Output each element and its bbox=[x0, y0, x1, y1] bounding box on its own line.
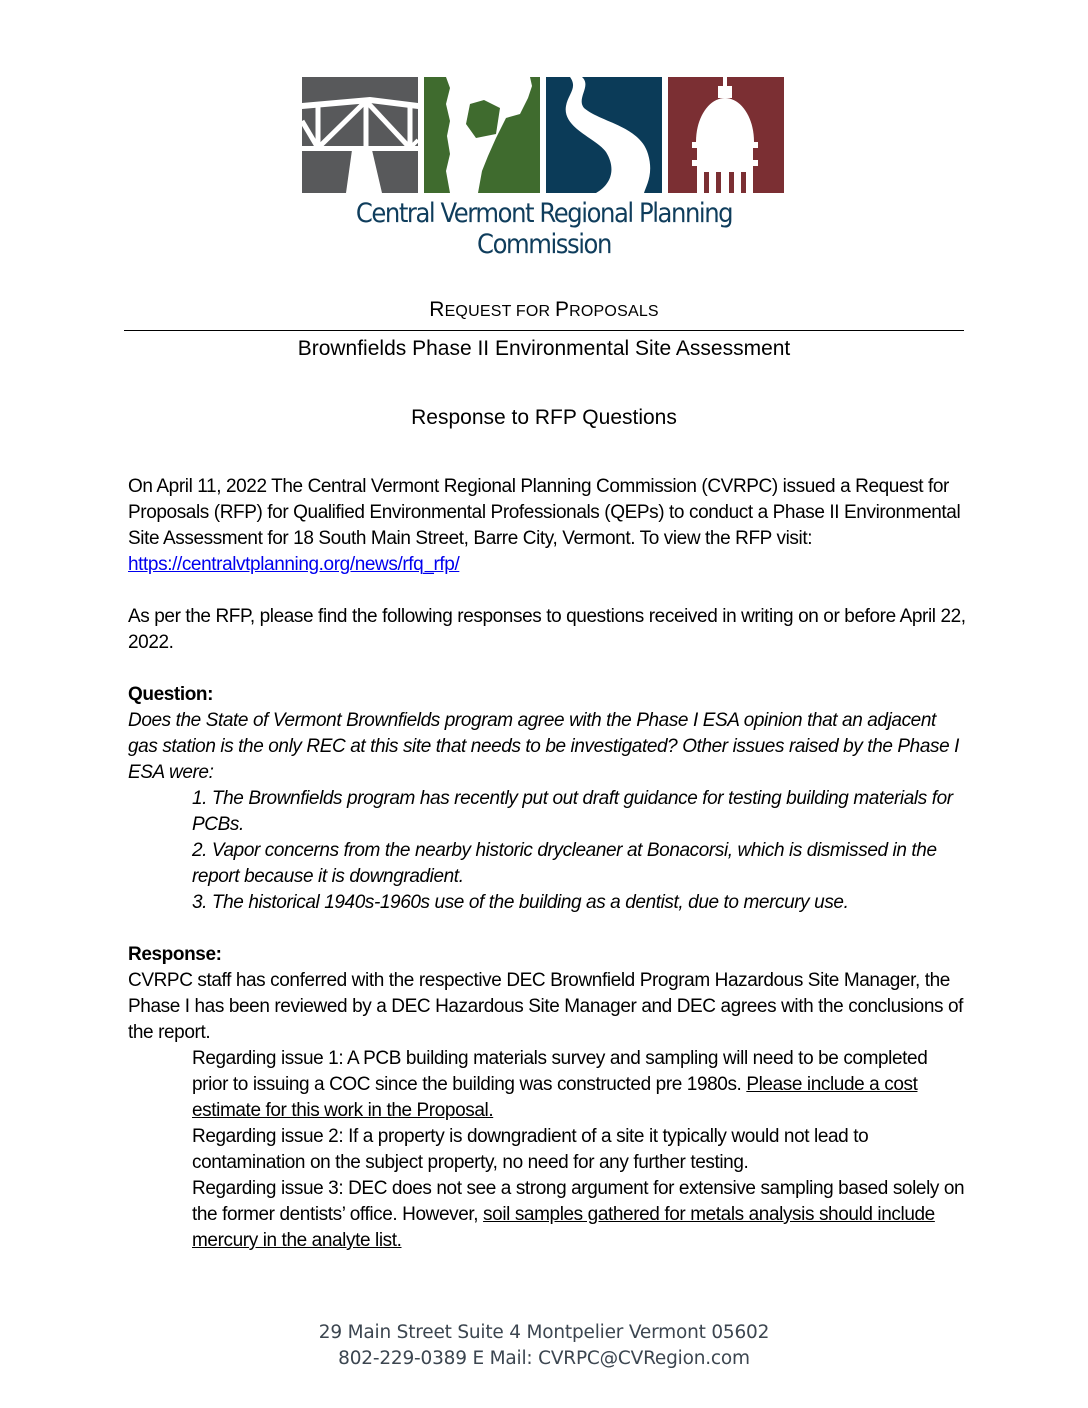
question-item-3: 3. The historical 1940s-1960s use of the building as a dentist, due to mercury use. bbox=[192, 892, 849, 913]
issue-3-text: Regarding issue 3: DEC does not see a strong argument for extensive sampling based solely on the former dentists’ office. However, bbox=[192, 1178, 965, 1225]
response-text: CVRPC staff has conferred with the respective DEC Brownfield Program Hazardous Site Manager, the Phase I has been reviewed by a DEC Hazardous Site Manager and DEC agrees with the conclusions of the report. bbox=[128, 970, 964, 1043]
section-title: Response to RFP Questions bbox=[411, 406, 677, 429]
logo-graphic bbox=[300, 76, 788, 196]
capitol-dome-icon bbox=[668, 77, 784, 193]
cvrpc-logo bbox=[300, 76, 788, 196]
organization-name: Central Vermont Regional Planning Commission bbox=[355, 198, 733, 260]
footer-address: 29 Main Street Suite 4 Montpelier Vermont 05602 bbox=[318, 1322, 770, 1343]
question-section bbox=[128, 682, 968, 916]
question-text: Does the State of Vermont Brownfields program agree with the Phase I ESA opinion that an adjacent gas station is the only REC at this site that needs to be investigated? Other issues raised by the Phase I ESA were: bbox=[128, 710, 960, 783]
response-issue-2: Regarding issue 2: If a property is downgradient of a site it typically would not lead to contamination on the subject property, no need for any further testing. bbox=[192, 1126, 869, 1173]
title-smallcaps-1: EQUEST FOR bbox=[444, 303, 555, 320]
title-divider bbox=[124, 330, 964, 331]
response-issue-1 bbox=[128, 1046, 968, 1124]
response-issue-3 bbox=[128, 1176, 968, 1254]
preface-paragraph: As per the RFP, please find the following responses to questions received in writing on or before April 22, 2022. bbox=[128, 606, 966, 653]
bridge-icon bbox=[302, 77, 418, 193]
question-label: Question: bbox=[128, 684, 214, 705]
footer-contact: 802-229-0389 E Mail: CVRPC@CVRegion.com bbox=[338, 1348, 750, 1369]
intro-paragraph bbox=[128, 474, 968, 578]
document-subtitle: Brownfields Phase II Environmental Site Assessment bbox=[297, 337, 791, 360]
title-smallcaps-2: ROPOSALS bbox=[569, 303, 659, 320]
issue-3-emphasis: soil samples gathered for metals analysis should include mercury in the analyte list. bbox=[192, 1204, 935, 1251]
document-title bbox=[120, 298, 968, 322]
issue-1-emphasis: Please include a cost estimate for this work in the Proposal. bbox=[192, 1074, 918, 1121]
intro-text: On April 11, 2022 The Central Vermont Regional Planning Commission (CVRPC) issued a Request for Proposals (RFP) for Qualified Environmental Professionals (QEPs) to conduct a Phase II Environmental Site Assessment for 18 South Main Street, Barre City, Vermont. To view the RFP visit: bbox=[128, 476, 961, 549]
title-initial-p: P bbox=[554, 298, 570, 321]
issue-1-text: Regarding issue 1: A PCB building materials survey and sampling will need to be completed prior to issuing a COC since the building was constructed pre 1980s. bbox=[192, 1048, 928, 1095]
vermont-map-icon bbox=[424, 77, 540, 193]
response-section bbox=[128, 942, 968, 1254]
question-item-1: 1. The Brownfields program has recently put out draft guidance for testing building materials for PCBs. bbox=[192, 788, 953, 835]
response-label: Response: bbox=[128, 944, 222, 965]
title-initial-r: R bbox=[429, 298, 445, 321]
rfp-link[interactable]: https://centralvtplanning.org/news/rfq_rfp/ bbox=[128, 554, 460, 575]
question-item-2: 2. Vapor concerns from the nearby historic drycleaner at Bonacorsi, which is dismissed in the report because it is downgradient. bbox=[192, 840, 937, 887]
river-icon bbox=[546, 77, 662, 193]
